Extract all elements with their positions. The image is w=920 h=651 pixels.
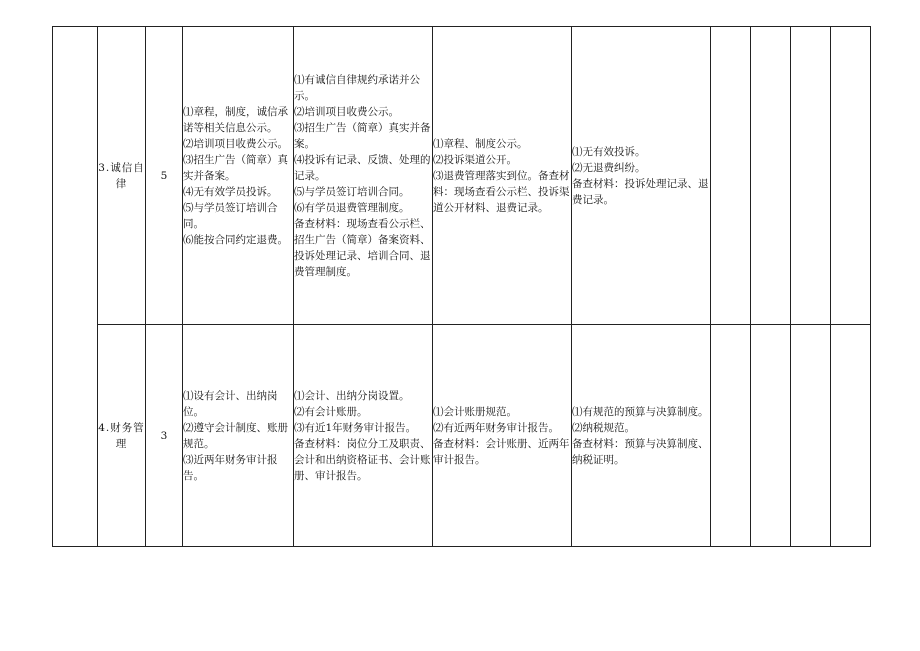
content-line: ⑶招生广告（简章）真实并备案。 bbox=[183, 153, 288, 182]
criteria-line: ⑶退费管理落实到位。备查材料：现场查看公示栏、投诉渠道公开材料、退费记录。 bbox=[433, 169, 570, 214]
table-row-finance bbox=[53, 325, 871, 547]
qualified-criteria-cell bbox=[572, 27, 711, 325]
blank-cell bbox=[791, 27, 831, 325]
criteria-line: 备查材料：会计账册、近两年审计报告。 bbox=[433, 437, 570, 466]
content-line: ⑶近两年财务审计报告。 bbox=[183, 453, 278, 482]
good-criteria-cell bbox=[433, 27, 572, 325]
criteria-line: ⑵有近两年财务审计报告。 bbox=[433, 421, 559, 434]
content-line: ⑸与学员签订培训合同。 bbox=[183, 201, 278, 230]
content-line: ⑵遵守会计制度、账册规范。 bbox=[183, 421, 288, 450]
criteria-line: ⑵投诉渠道公开。 bbox=[433, 153, 517, 166]
item-cell: 4.财务管理 bbox=[98, 325, 146, 547]
blank-cell bbox=[791, 325, 831, 547]
evaluation-table bbox=[52, 26, 871, 547]
content-line: ⑵培训项目收费公示。 bbox=[183, 137, 288, 150]
content-cell bbox=[183, 325, 294, 547]
criteria-line: ⑴会计、出纳分岗设置。 bbox=[294, 389, 410, 402]
score-cell: 3 bbox=[146, 325, 183, 547]
blank-cell bbox=[711, 27, 751, 325]
criteria-line: ⑶有近1年财务审计报告。 bbox=[294, 421, 417, 434]
criteria-line: ⑵无退费纠纷。 bbox=[572, 161, 646, 174]
criteria-line: 备查材料：投诉处理记录、退费记录。 bbox=[572, 177, 709, 206]
criteria-line: ⑵培训项目收费公示。 bbox=[294, 105, 399, 118]
criteria-line: ⑵有会计账册。 bbox=[294, 405, 368, 418]
category-cell bbox=[53, 27, 98, 547]
content-line: ⑴章程，制度，诚信承诺等相关信息公示。 bbox=[183, 105, 288, 134]
blank-cell bbox=[751, 325, 791, 547]
criteria-line: ⑴章程、制度公示。 bbox=[433, 137, 528, 150]
blank-cell bbox=[711, 325, 751, 547]
criteria-line: ⑴有诚信自律规约承诺并公示。 bbox=[294, 73, 420, 102]
criteria-line: ⑹有学员退费管理制度。 bbox=[294, 201, 410, 214]
criteria-line: ⑴会计账册规范。 bbox=[433, 405, 517, 418]
table-row-integrity bbox=[53, 27, 871, 325]
score-cell: 5 bbox=[146, 27, 183, 325]
content-cell bbox=[183, 27, 294, 325]
blank-cell bbox=[831, 325, 871, 547]
qualified-criteria-cell bbox=[572, 325, 711, 547]
criteria-line: ⑶招生广告（简章）真实并备案。 bbox=[294, 121, 431, 150]
criteria-line: 备查材料：预算与决算制度、纳税证明。 bbox=[572, 437, 709, 466]
excellent-criteria-cell bbox=[294, 325, 433, 547]
criteria-line: 备查材料：岗位分工及职责、会计和出纳资格证书、会计账册、审计报告。 bbox=[294, 437, 431, 482]
criteria-line: ⑴有规范的预算与决算制度。 bbox=[572, 405, 709, 418]
content-line: ⑴设有会计、出纳岗位。 bbox=[183, 389, 278, 418]
content-line: ⑷无有效学员投诉。 bbox=[183, 185, 278, 198]
item-cell: 3.诚信自律 bbox=[98, 27, 146, 325]
good-criteria-cell bbox=[433, 325, 572, 547]
blank-cell bbox=[831, 27, 871, 325]
criteria-line: 备查材料：现场查看公示栏、招生广告（简章）备案资料、投诉处理记录、培训合同、退费管理制度。 bbox=[294, 217, 431, 278]
criteria-line: ⑸与学员签订培训合同。 bbox=[294, 185, 410, 198]
criteria-line: ⑷投诉有记录、反馈、处理的记录。 bbox=[294, 153, 431, 182]
excellent-criteria-cell bbox=[294, 27, 433, 325]
criteria-line: ⑴无有效投诉。 bbox=[572, 145, 646, 158]
content-line: ⑹能按合同约定退费。 bbox=[183, 233, 288, 246]
criteria-line: ⑵纳税规范。 bbox=[572, 421, 635, 434]
blank-cell bbox=[751, 27, 791, 325]
